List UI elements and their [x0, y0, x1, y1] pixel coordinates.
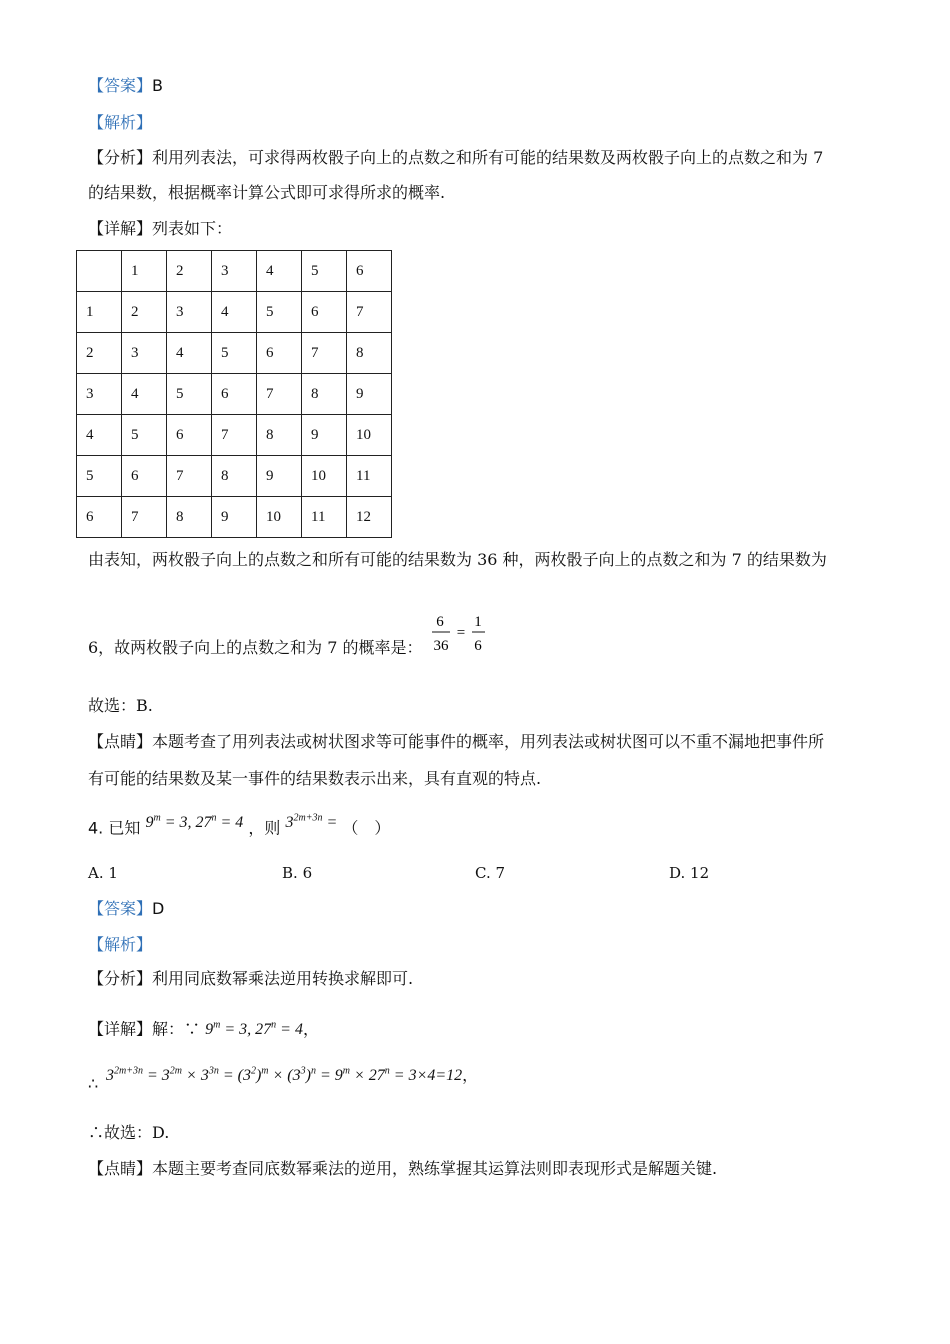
table-row [77, 333, 392, 374]
detail-tail: = 4 [276, 1021, 303, 1039]
detail-exp-n: n [271, 1020, 277, 1031]
table-cell: 6 [77, 497, 122, 538]
fenxi-text: 利用列表法，可求得两枚骰子向上的点数之和所有可能的结果数及两枚骰子向上的点数之和为 7 [152, 148, 824, 167]
table-cell: 6 [257, 333, 302, 374]
detail-text: 列表如下： [152, 219, 233, 238]
table-row [77, 456, 392, 497]
q4-target [285, 814, 337, 831]
q4-condition [145, 814, 243, 831]
option-d [669, 864, 709, 882]
table-row [77, 374, 392, 415]
table-cell: 11 [302, 497, 347, 538]
chain-part: × (3 [268, 1067, 301, 1085]
comment-text: 本题考查了用列表法或树状图求等可能事件的概率，用列表法或树状图可以不重不漏地把事件所 [152, 732, 825, 751]
table-row [77, 251, 392, 292]
target-tail: = [322, 814, 338, 832]
table-cell: 6 [122, 456, 167, 497]
q4-chain [106, 1062, 478, 1086]
chain-exponent: 2m [169, 1066, 183, 1077]
choose-line: 故选：B. [88, 696, 153, 715]
chain-part: 3 [106, 1067, 114, 1085]
chain-part: ) [255, 1067, 262, 1085]
chain-end: ， [462, 1067, 479, 1085]
comment-tag: 【点睛】 [88, 732, 153, 751]
table-row [77, 415, 392, 456]
cond-rest: = 3, 27 [160, 814, 212, 832]
table-cell: 6 [212, 374, 257, 415]
table-cell: 9 [347, 374, 392, 415]
table-cell: 7 [167, 456, 212, 497]
table-cell: 12 [347, 497, 392, 538]
q4-fenxi-tag: 【分析】 [88, 969, 153, 988]
table-cell: 3 [77, 374, 122, 415]
dice-sum-table [76, 250, 392, 538]
q4-answer-line [88, 899, 164, 919]
table-cell: 4 [212, 292, 257, 333]
fenxi-line-2: 的结果数，根据概率计算公式即可求得所求的概率. [88, 183, 446, 202]
frac-right-den: 6 [474, 638, 482, 654]
answer-line [88, 76, 163, 96]
table-cell: 7 [212, 415, 257, 456]
frac-left-den: 36 [433, 638, 449, 654]
table-cell: 8 [302, 374, 347, 415]
probability-fraction [430, 612, 490, 660]
table-cell: 9 [257, 456, 302, 497]
q4-paren: （ ） [342, 818, 391, 838]
table-cell: 8 [257, 415, 302, 456]
table-cell: 4 [167, 333, 212, 374]
frac-eq: = [456, 625, 466, 641]
chain-exponent: m [342, 1066, 350, 1077]
table-cell: 10 [347, 415, 392, 456]
fraction-svg [430, 612, 490, 656]
chain-part: = (3 [218, 1067, 251, 1085]
table-cell: 7 [302, 333, 347, 374]
q4-detail-line [88, 1016, 319, 1040]
cond-tail: = 4 [216, 814, 244, 832]
analysis-tag: 【解析】 [88, 113, 153, 132]
chain-part: = 9 [315, 1067, 343, 1085]
q4-stem [88, 815, 390, 839]
table-cell: 3 [122, 333, 167, 374]
table-cell: 5 [302, 251, 347, 292]
table-cell: 9 [302, 415, 347, 456]
q4-then: ，则 [248, 818, 281, 838]
table-cell: 9 [212, 497, 257, 538]
chain-exponent: 3n [208, 1066, 219, 1077]
table-cell: 7 [122, 497, 167, 538]
chain-exponent: 2m+3n [114, 1066, 143, 1077]
q4-comment-tag: 【点睛】 [88, 1159, 153, 1178]
table-cell: 3 [212, 251, 257, 292]
q4-comment-text: 本题主要考查同底数幂乘法的逆用，熟练掌握其运算法则即表现形式是解题关键. [152, 1159, 718, 1178]
table-cell: 8 [167, 497, 212, 538]
table-cell: 8 [347, 333, 392, 374]
q4-detail-text: 解：∵ [152, 1019, 201, 1039]
chain-part: × 3 [182, 1067, 209, 1085]
table-cell: 2 [167, 251, 212, 292]
q4-fenxi-line [88, 969, 413, 989]
table-cell: 1 [77, 292, 122, 333]
q4-therefore-symbol: ∴ [88, 1074, 99, 1093]
detail-rest: = 3, 27 [220, 1021, 272, 1039]
table-cell: 8 [212, 456, 257, 497]
comment-line-2: 有可能的结果数及某一事件的结果数表示出来，具有直观的特点. [88, 769, 542, 788]
table-cell [77, 251, 122, 292]
table-cell: 1 [122, 251, 167, 292]
table-cell: 5 [122, 415, 167, 456]
option-d-value: 12 [690, 864, 710, 882]
option-b-label: B. [282, 864, 298, 882]
chain-exponent: 2 [250, 1066, 256, 1077]
frac-left-num: 6 [436, 614, 444, 630]
table-cell: 10 [302, 456, 347, 497]
option-a-value: 1 [108, 864, 118, 882]
table-cell: 7 [347, 292, 392, 333]
detail-base-9: 9 [205, 1021, 214, 1039]
comment-line-1 [88, 732, 824, 752]
table-cell: 5 [257, 292, 302, 333]
q4-detail-math [205, 1021, 303, 1038]
table-cell: 4 [77, 415, 122, 456]
detail-line [88, 219, 232, 239]
table-cell: 5 [167, 374, 212, 415]
fenxi-tag: 【分析】 [88, 148, 153, 167]
option-a [88, 864, 118, 882]
table-cell: 11 [347, 456, 392, 497]
detail-end: ， [302, 1019, 319, 1039]
q4-detail-tag: 【详解】 [88, 1019, 153, 1039]
detail-exp-m: m [213, 1020, 221, 1031]
table-cell: 3 [167, 292, 212, 333]
cond-base-9: 9 [145, 814, 154, 832]
table-cell: 5 [212, 333, 257, 374]
table-row [77, 497, 392, 538]
table-row [77, 292, 392, 333]
table-cell: 6 [167, 415, 212, 456]
chain-part: = 3×4=12 [389, 1067, 463, 1085]
q4-analysis-tag: 【解析】 [88, 935, 153, 954]
q4-answer-tag: 【答案】 [88, 899, 153, 918]
option-c [475, 864, 505, 882]
table-cell: 10 [257, 497, 302, 538]
chain-exponent: m [261, 1066, 269, 1077]
option-c-value: 7 [495, 864, 506, 882]
chain-part: ) [305, 1067, 311, 1085]
table-cell: 5 [77, 456, 122, 497]
option-c-label: C. [475, 864, 491, 882]
q4-choose-line: ∴故选：D. [88, 1123, 170, 1142]
table-cell: 7 [257, 374, 302, 415]
chain-part: × 27 [349, 1067, 385, 1085]
q4-comment-line [88, 1159, 717, 1179]
q4-number: 4. 已知 [88, 818, 141, 838]
option-b-value: 6 [302, 864, 313, 882]
table-cell: 2 [77, 333, 122, 374]
table-cell: 6 [347, 251, 392, 292]
frac-right-num: 1 [474, 614, 482, 630]
detail-tag: 【详解】 [88, 219, 153, 238]
conclusion-line-1: 由表知，两枚骰子向上的点数之和所有可能的结果数为 36 种，两枚骰子向上的点数之和为 7 的结果数为 [88, 550, 827, 569]
fenxi-line-1 [88, 148, 823, 168]
chain-expression [106, 1067, 462, 1084]
option-a-label: A. [88, 864, 104, 882]
chain-part: = 3 [142, 1067, 170, 1085]
target-exp: 2m+3n [293, 813, 323, 824]
chain-exponent: n [384, 1066, 390, 1077]
conclusion-line-2: 6，故两枚骰子向上的点数之和为 7 的概率是： [88, 638, 423, 657]
target-base: 3 [285, 814, 294, 832]
table-cell: 4 [257, 251, 302, 292]
chain-exponent: n [310, 1066, 316, 1077]
q4-answer-value: D [152, 899, 165, 918]
answer-value: B [152, 76, 163, 95]
q4-fenxi-text: 利用同底数幂乘法逆用转换求解即可. [152, 969, 414, 988]
option-d-label: D. [669, 864, 686, 882]
chain-exponent: 3 [300, 1066, 306, 1077]
table-cell: 4 [122, 374, 167, 415]
answer-tag: 【答案】 [88, 76, 153, 95]
cond-exp-m: m [153, 813, 161, 824]
option-b [282, 864, 312, 882]
cond-exp-n: n [211, 813, 217, 824]
table-cell: 2 [122, 292, 167, 333]
table-cell: 6 [302, 292, 347, 333]
